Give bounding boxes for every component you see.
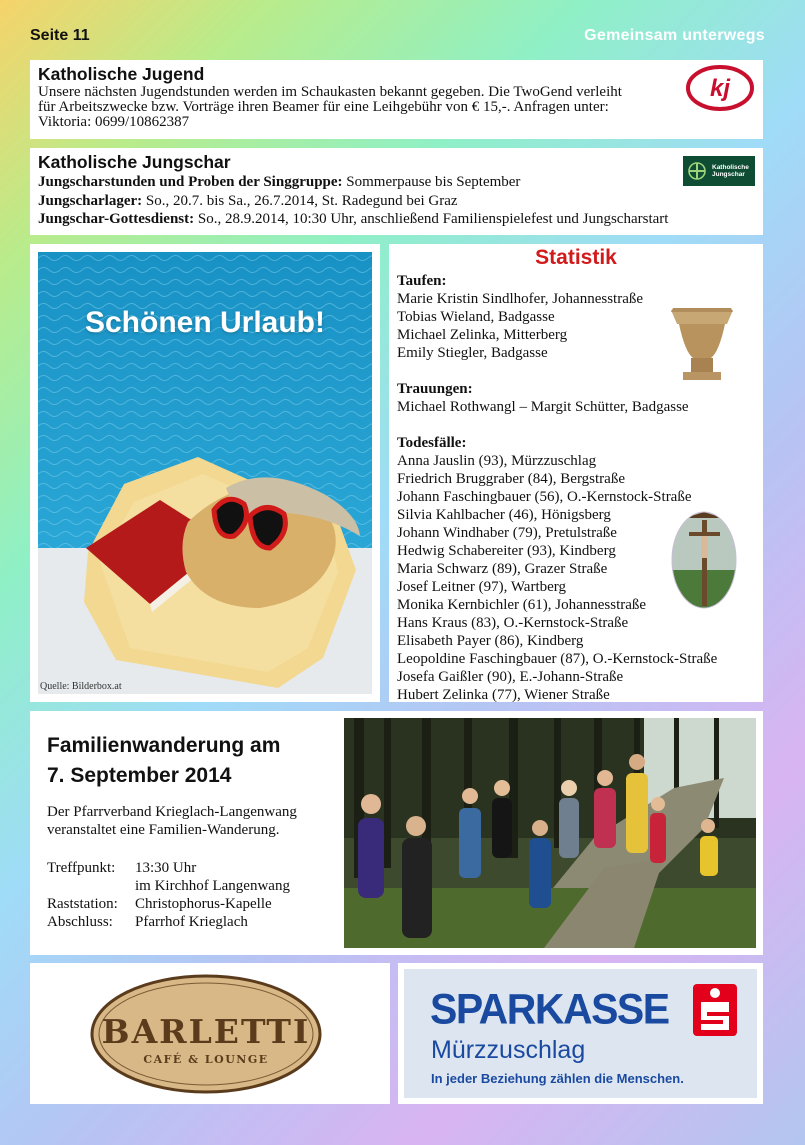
wanderung-info xyxy=(47,859,290,931)
wanderung-title-line-2: 7. September 2014 xyxy=(47,764,232,787)
jungschar-item-1-label: Jungscharstunden und Proben der Singgruppe: xyxy=(38,174,343,190)
section-familienwanderung xyxy=(30,711,763,955)
todesfaelle-label: Todesfälle: xyxy=(397,435,467,451)
info-value: Pfarrhof Krieglach xyxy=(135,914,248,930)
publication-title: Gemeinsam unterwegs xyxy=(584,27,765,44)
info-row xyxy=(47,859,290,877)
jungschar-title: Katholische Jungschar xyxy=(38,152,231,172)
taufe-entry: Emily Stiegler, Badgasse xyxy=(397,345,548,361)
jungschar-logo xyxy=(683,156,755,186)
jugend-title: Katholische Jugend xyxy=(38,64,205,84)
statistik-title: Statistik xyxy=(535,246,617,269)
jungschar-item-3 xyxy=(38,210,755,229)
barletti-logo xyxy=(30,963,390,1104)
todesfall-entry: Josefa Gaißler (90), E.-Johann-Straße xyxy=(397,669,624,685)
forest-hike-photo xyxy=(344,718,756,948)
kj-logo-icon xyxy=(685,64,755,112)
barletti-subtitle: CAFÉ & LOUNGE xyxy=(143,1053,269,1066)
todesfall-entry: Leopoldine Faschingbauer (87), O.-Kernstock-Straße xyxy=(397,651,718,667)
todesfall-entry: Maria Schwarz (89), Grazer Straße xyxy=(397,561,608,577)
sparkasse-s-logo-icon xyxy=(693,984,737,1036)
info-row xyxy=(47,877,290,895)
todesfall-entry: Hubert Zelinka (77), Wiener Straße xyxy=(397,687,610,703)
section-katholische-jungschar xyxy=(30,148,763,235)
section-urlaub xyxy=(30,244,380,702)
info-value: Christophorus-Kapelle xyxy=(135,896,272,912)
todesfall-entry: Johann Windhaber (79), Pretulstraße xyxy=(397,525,617,541)
ad-barletti xyxy=(30,963,390,1104)
jungschar-logo-text-2: Jungschar xyxy=(712,171,745,178)
jungschar-cross-icon xyxy=(687,161,707,181)
info-key: Raststation: xyxy=(47,896,118,912)
baptismal-font-icon xyxy=(669,300,735,382)
wanderung-desc-line-2: veranstaltet eine Familien-Wanderung. xyxy=(47,822,280,838)
jungschar-item-2-label: Jungscharlager: xyxy=(38,192,143,209)
todesfall-entry: Johann Faschingbauer (56), O.-Kernstock-Straße xyxy=(397,489,692,505)
info-value: im Kirchhof Langenwang xyxy=(135,878,290,894)
taufen-label: Taufen: xyxy=(397,273,447,289)
holiday-title: Schönen Urlaub! xyxy=(84,306,325,339)
section-katholische-jugend xyxy=(30,60,763,139)
holiday-image xyxy=(38,252,372,694)
jugend-line-3: Viktoria: 0699/10862387 xyxy=(38,114,190,130)
barletti-name: BARLETTI xyxy=(101,1012,311,1051)
jugend-line-2: für Arbeitszwecke bzw. Vorträge ihren Beamer für eine Leihgebühr von € 15,-. Anfragen unter: xyxy=(38,99,609,115)
ad-sparkasse xyxy=(398,963,763,1104)
jungschar-item-1 xyxy=(38,173,755,192)
todesfall-entry: Monika Kernbichler (61), Johannesstraße xyxy=(397,597,647,613)
wanderung-title-line-1: Familienwanderung am xyxy=(47,734,281,757)
trauung-entry: Michael Rothwangl – Margit Schütter, Badgasse xyxy=(397,399,689,415)
todesfall-entry: Hedwig Schabereiter (93), Kindberg xyxy=(397,543,616,559)
wanderung-desc-line-1: Der Pfarrverband Krieglach-Langenwang xyxy=(47,804,297,820)
taufe-entry: Michael Zelinka, Mitterberg xyxy=(397,327,568,343)
todesfall-entry: Anna Jauslin (93), Mürzzuschlag xyxy=(397,453,597,469)
trauungen-list xyxy=(397,398,755,416)
jungschar-item-2-text: So., 20.7. bis Sa., 26.7.2014, St. Radegund bei Graz xyxy=(142,192,458,209)
info-value: 13:30 Uhr xyxy=(135,860,197,876)
todesfall-entry: Josef Leitner (97), Wartberg xyxy=(397,579,567,595)
taufe-entry: Marie Kristin Sindlhofer, Johannesstraße xyxy=(397,291,644,307)
todesfall-entry: Friedrich Bruggraber (84), Bergstraße xyxy=(397,471,625,487)
section-statistik xyxy=(389,244,763,702)
trauungen-label: Trauungen: xyxy=(397,381,473,397)
jungschar-logo-text-1: Katholische xyxy=(712,164,749,171)
info-key xyxy=(47,877,135,895)
page-number: Seite 11 xyxy=(30,27,90,44)
sparkasse-city: Mürzzuschlag xyxy=(431,1036,586,1064)
jungschar-item-1-text: Sommerpause bis September xyxy=(342,174,521,190)
kj-logo-text: kj xyxy=(709,75,731,102)
info-key: Abschluss: xyxy=(47,914,113,930)
jungschar-item-2 xyxy=(38,192,755,211)
wanderung-description xyxy=(47,803,347,839)
sparkasse-name: SPARKASSE xyxy=(430,984,669,1034)
wanderung-title xyxy=(47,731,280,791)
wayside-cross-icon xyxy=(671,510,737,610)
todesfall-entry: Hans Kraus (83), O.-Kernstock-Straße xyxy=(397,615,629,631)
jugend-line-1: Unsere nächsten Jugendstunden werden im Schaukasten bekannt gegeben. Die TwoGend verleiht xyxy=(38,84,622,100)
jungschar-item-3-label: Jungschar-Gottesdienst: xyxy=(38,211,195,227)
info-key: Treffpunkt: xyxy=(47,860,116,876)
sparkasse-slogan: In jeder Beziehung zählen die Menschen. xyxy=(431,1071,684,1086)
todesfall-entry: Silvia Kahlbacher (46), Hönigsberg xyxy=(397,507,611,523)
info-row xyxy=(47,913,290,931)
jungschar-item-3-text: So., 28.9.2014, 10:30 Uhr, anschließend Familienspielefest und Jungscharstart xyxy=(194,211,669,227)
info-row xyxy=(47,895,290,913)
sparkasse-banner xyxy=(404,969,757,1098)
todesfall-entry: Elisabeth Payer (86), Kindberg xyxy=(397,633,584,649)
image-credit: Quelle: Bilderbox.at xyxy=(40,681,122,692)
taufe-entry: Tobias Wieland, Badgasse xyxy=(397,309,555,325)
